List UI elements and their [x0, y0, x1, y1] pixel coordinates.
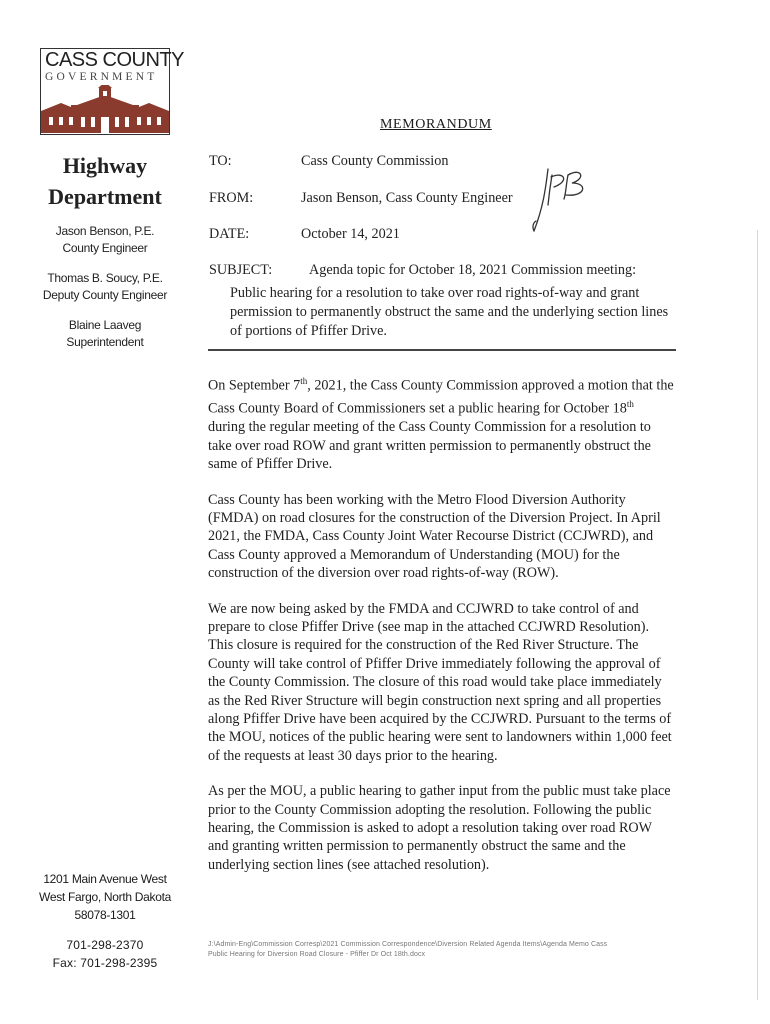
department-line2: Department	[48, 184, 162, 209]
body-paragraph: Cass County has been working with the Metro Flood Diversion Authority (FMDA) on road closures for the construction of the Diversion Project. In April 2021, the FMDA, Cass County Joint Water Recourse District (CCJWRD), and Cass County approved a Memorandum of Understanding (MOU) for the construction of the diversion over road rights-of-way (ROW).	[208, 491, 661, 582]
fax-number: Fax: 701-298-2395	[52, 956, 158, 970]
staff-entry	[30, 270, 180, 304]
from-label: FROM:	[209, 190, 254, 206]
department-heading	[30, 150, 180, 212]
date-label: DATE:	[209, 226, 250, 242]
file-path-footer	[208, 940, 678, 960]
body-paragraph: On September 7th, 2021, the Cass County Commission approved a motion that the Cass County Board of Commissioners set a public hearing for October 18th during the regular meeting of the Cass County Commission for a resolution to take over road ROW and grant written permission to permanently obstruct the same of Pfiffer Drive.	[208, 376, 674, 473]
staff-list	[30, 223, 180, 364]
file-path-line: J:\Admin-Eng\Commission Corresp\2021 Commission Correspondence\Diversion Related Agenda Items\Agenda Memo Cass	[208, 941, 608, 948]
memo-body	[208, 372, 674, 891]
staff-name: Thomas B. Soucy, P.E.	[47, 271, 163, 285]
logo-subtitle: GOVERNMENT	[45, 71, 158, 83]
from-value: Jason Benson, Cass County Engineer	[301, 190, 513, 206]
staff-title: Deputy County Engineer	[42, 288, 168, 302]
staff-entry	[30, 317, 180, 351]
courthouse-icon	[41, 85, 169, 133]
file-path-line: Public Hearing for Diversion Road Closure - Pfiffer Dr Oct 18th.docx	[208, 951, 426, 958]
header-divider	[208, 349, 676, 351]
signature-initials	[530, 165, 600, 240]
phone-number: 701-298-2370	[66, 938, 144, 952]
body-paragraph: We are now being asked by the FMDA and CCJWRD to take control of and prepare to close Pfiffer Drive (see map in the attached CCJWRD Resolution). This closure is required for the construction of the Red River Structure. The County will take control of Pfiffer Drive immediately following the approval of the County Commission. The closure of this road would take place immediately as the Red River Structure will begin construction next spring and all properties along Pfiffer Drive have been acquired by the CCJWRD. Pursuant to the terms of the MOU, notices of the public hearing were sent to landowners within 1,000 feet of the requests at least 30 days prior to the hearing.	[208, 600, 672, 764]
staff-entry	[30, 223, 180, 257]
staff-name: Jason Benson, P.E.	[55, 224, 155, 238]
county-logo	[40, 48, 184, 135]
memo-title: MEMORANDUM	[380, 117, 492, 132]
body-paragraph: As per the MOU, a public hearing to gather input from the public must take place prior to the County Commission adopting the resolution. Following the public hearing, the Commission is asked to adopt a resolution taking over road ROW and granting written permission to permanently obstruct the same and the underlying section lines (see attached resolution).	[208, 783, 671, 873]
logo-title: CASS COUNTY	[45, 49, 184, 71]
staff-title: Superintendent	[66, 335, 144, 349]
staff-name: Blaine Laaveg	[68, 318, 142, 332]
subject-value: Agenda topic for October 18, 2021 Commission meeting:	[309, 262, 637, 278]
address-line: 58078-1301	[74, 908, 136, 922]
address-line: West Fargo, North Dakota	[39, 890, 171, 904]
contact-numbers	[30, 936, 180, 972]
to-value: Cass County Commission	[301, 153, 449, 169]
date-value: October 14, 2021	[301, 226, 400, 242]
scan-edge	[757, 230, 758, 1000]
address-line: 1201 Main Avenue West	[43, 872, 167, 886]
subject-detail: Public hearing for a resolution to take over road rights-of-way and grant permission to permanently obstruct the same and the underlying section lines of portions of Pfiffer Drive.	[230, 285, 669, 339]
subject-label: SUBJECT:	[209, 262, 273, 278]
staff-title: County Engineer	[62, 241, 148, 255]
to-label: TO:	[209, 153, 232, 169]
department-line1: Highway	[62, 153, 148, 178]
office-address	[30, 870, 180, 924]
